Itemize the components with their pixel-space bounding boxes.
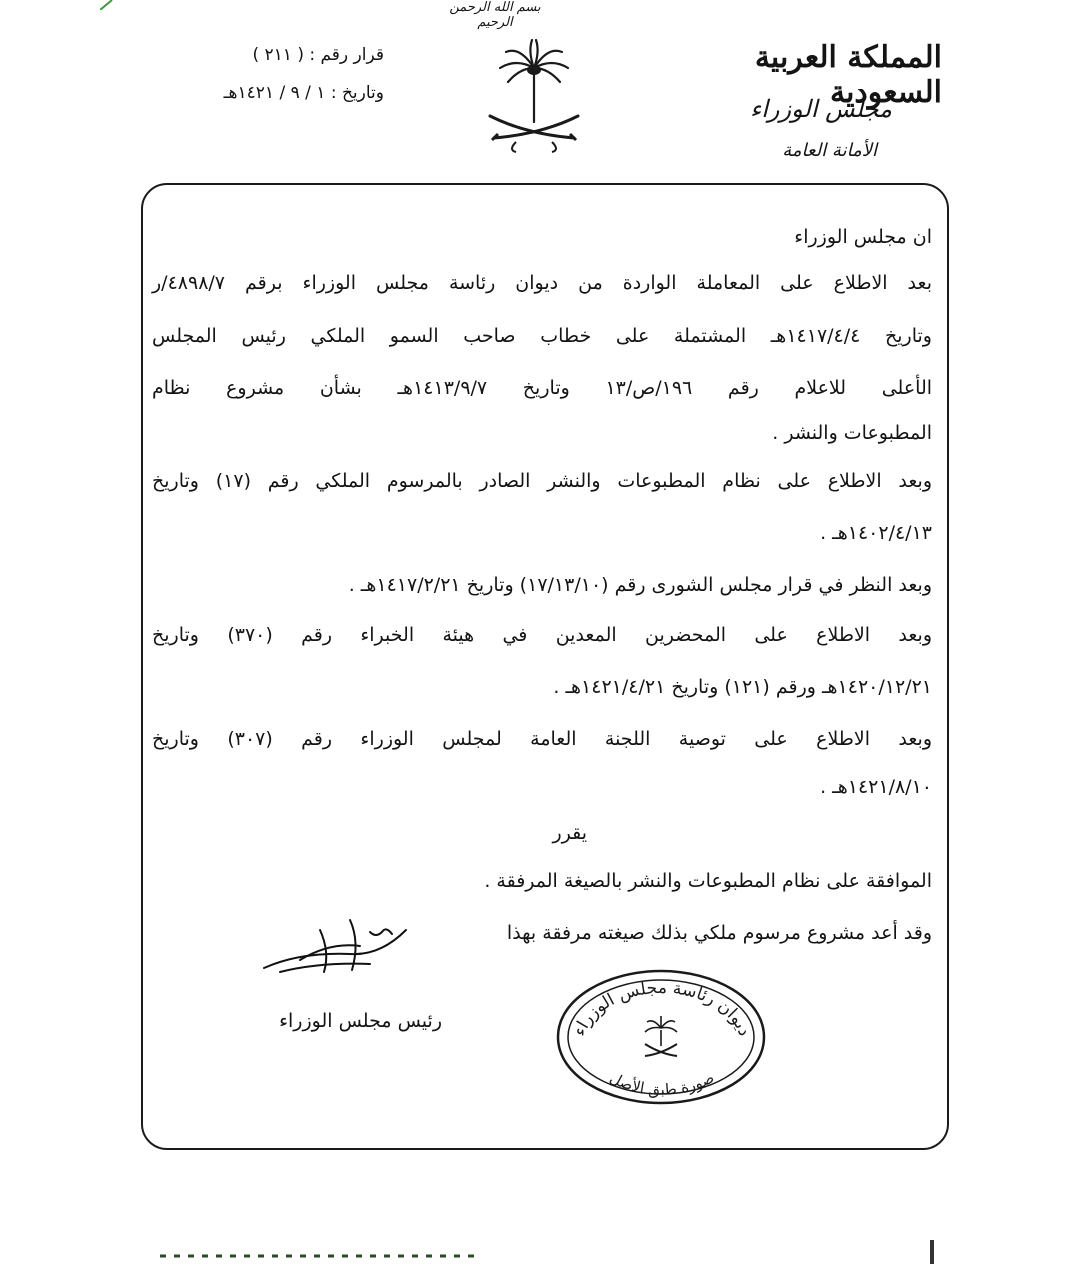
signatory-title: رئيس مجلس الوزراء — [279, 1010, 442, 1032]
resolution-number: قرار رقم : ( ٢١١ ) — [252, 45, 384, 65]
body-line: وبعد الاطلاع على نظام المطبوعات والنشر الصادر بالمرسوم الملكي رقم (١٧) وتاريخ — [152, 470, 932, 492]
seal-bottom-text: صورة طبق الأصل — [606, 1068, 718, 1099]
letterhead-secretariat: الأمانة العامة — [782, 140, 877, 161]
scan-artifact — [160, 1252, 480, 1258]
body-line: وبعد الاطلاع على توصية اللجنة العامة لمجلس الوزراء رقم (٣٠٧) وتاريخ — [152, 728, 933, 750]
decision-line: وقد أعد مشروع مرسوم ملكي بذلك صيغته مرفقة بهذا — [506, 922, 932, 944]
saudi-emblem-icon — [486, 38, 582, 154]
body-line: المطبوعات والنشر . — [772, 422, 932, 444]
decides-heading: يقرر — [552, 822, 587, 844]
body-line: الأعلى للاعلام رقم ١٩٦/ص/١٣ وتاريخ ١٤١٣/٩/٧هـ بشأن مشروع نظام — [152, 377, 933, 399]
basmala: بسم الله الرحمن الرحيم — [449, 0, 541, 30]
edge-artifact — [930, 1240, 934, 1264]
seal-arc-text: ديوان رئاسة مجلس الوزراء — [569, 977, 755, 1039]
body-line: وبعد الاطلاع على المحضرين المعدين في هيئة الخبراء رقم (٣٧٠) وتاريخ — [152, 624, 932, 646]
body-line: ١٤٢٠/١٢/٢١هـ ورقم (١٢١) وتاريخ ١٤٢١/٤/٢١هـ . — [553, 676, 932, 698]
decision-line: الموافقة على نظام المطبوعات والنشر بالصيغة المرفقة . — [484, 870, 932, 892]
body-line: ١٤٢١/٨/١٠هـ . — [820, 776, 932, 798]
signature-image — [260, 912, 410, 982]
body-line: وتاريخ ١٤١٧/٤/٤هـ المشتملة على خطاب صاحب السمو الملكي رئيس المجلس — [152, 325, 932, 347]
body-line: وبعد النظر في قرار مجلس الشورى رقم (١٧/١٣/١٠) وتاريخ ١٤١٧/٢/٢١هـ . — [348, 574, 932, 596]
council-opening: ان مجلس الوزراء — [794, 226, 932, 248]
letterhead-council: مجلس الوزراء — [749, 95, 892, 123]
body-line: ١٤٠٢/٤/١٣هـ . — [820, 522, 932, 544]
resolution-date: وتاريخ : ١ / ٩ / ١٤٢١هـ — [223, 83, 384, 103]
official-seal-icon — [554, 968, 768, 1106]
body-line: بعد الاطلاع على المعاملة الواردة من ديوان رئاسة مجلس الوزراء برقم ٤٨٩٨/٧/ر — [152, 272, 932, 294]
corner-artifact — [100, 0, 114, 10]
svg-text:صورة طبق الأصل — [607, 1068, 717, 1098]
letterhead-kingdom: المملكة العربية السعودية — [754, 40, 942, 110]
